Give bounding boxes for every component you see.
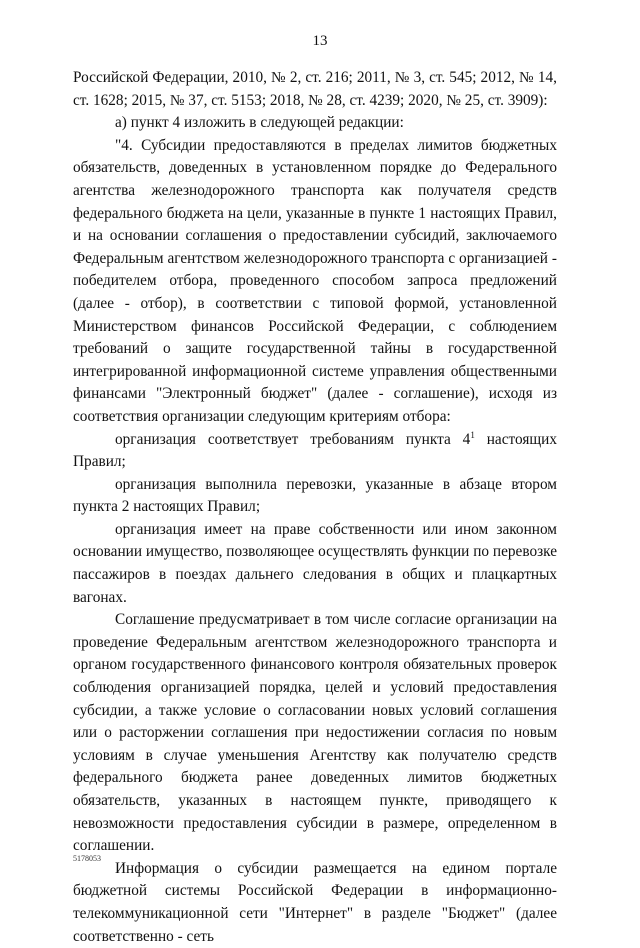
paragraph-criterion-1 <box>73 429 557 474</box>
paragraph-subsidy-info: Информация о субсидии размещается на едином портале бюджетной системы Российской Федерации в информационно-телекоммуникационной сети "Интернет" в разделе "Бюджет" (далее соответственно - сеть <box>73 859 557 945</box>
paragraph-subitem-a: а) пункт 4 изложить в следующей редакции: <box>115 114 404 132</box>
criterion-1-text: организация соответствует требованиям пункта 4 <box>115 430 471 448</box>
paragraph-law-references: Российской Федерации, 2010, № 2, ст. 216; 2011, № 3, ст. 545; 2012, № 14, ст. 1628; 2015, № 37, ст. 5153; 2018, № 28, ст. 4239; 2020, № 25, ст. 3909): <box>73 69 557 109</box>
criterion-1-superscript: 1 <box>470 429 475 440</box>
paragraph-agreement-terms: Соглашение предусматривает в том числе согласие организации на проведение Федеральным агентством железнодорожного транспорта и органом государственного финансового контроля обязательных проверок соблюдения организацией порядка, целей и условий предоставления субсидии, а также условие о согласовании новых условий соглашения или о расторжении соглашения при недостижении согласия по новым условиям в случае уменьшения Агентству как получателю средств федерального бюджета ранее доведенных лимитов бюджетных обязательств, указанных в настоящем пункте, приводящего к невозможности предоставления субсидии в размере, определенном в соглашении. <box>73 611 557 855</box>
paragraph-criterion-3: организация имеет на праве собственности или ином законном основании имущество, позволяющее осуществлять функции по перевозке пассажиров в поездах дальнего следования в общих и плацкартных вагонах. <box>73 520 557 606</box>
document-code: 5178053 <box>73 854 101 863</box>
criterion-1-text-after: настоящих Правил; <box>73 430 557 471</box>
paragraph-point-4: "4. Субсидии предоставляются в пределах лимитов бюджетных обязательств, доведенных в установленном порядке до Федерального агентства железнодорожного транспорта как получателя средств федерального бюджета на цели, указанные в пункте 1 настоящих Правил, и на основании соглашения о предоставлении субсидий, заключаемого Федеральным агентством железнодорожного транспорта с организацией - победителем отбора, проведенного способом запроса предложений (далее - отбор), в соответствии с типовой формой, установленной Министерством финансов Российской Федерации, с соблюдением требований о защите государственной тайны в государственной интегрированной информационной системе управления общественными финансами "Электронный бюджет" (далее - соглашение), исходя из соответствия организации следующим критериям отбора: <box>73 136 557 425</box>
paragraph-criterion-2: организация выполнила перевозки, указанные в абзаце втором пункта 2 настоящих Правил; <box>73 475 557 516</box>
document-body <box>73 67 557 948</box>
page-number: 13 <box>312 33 328 49</box>
